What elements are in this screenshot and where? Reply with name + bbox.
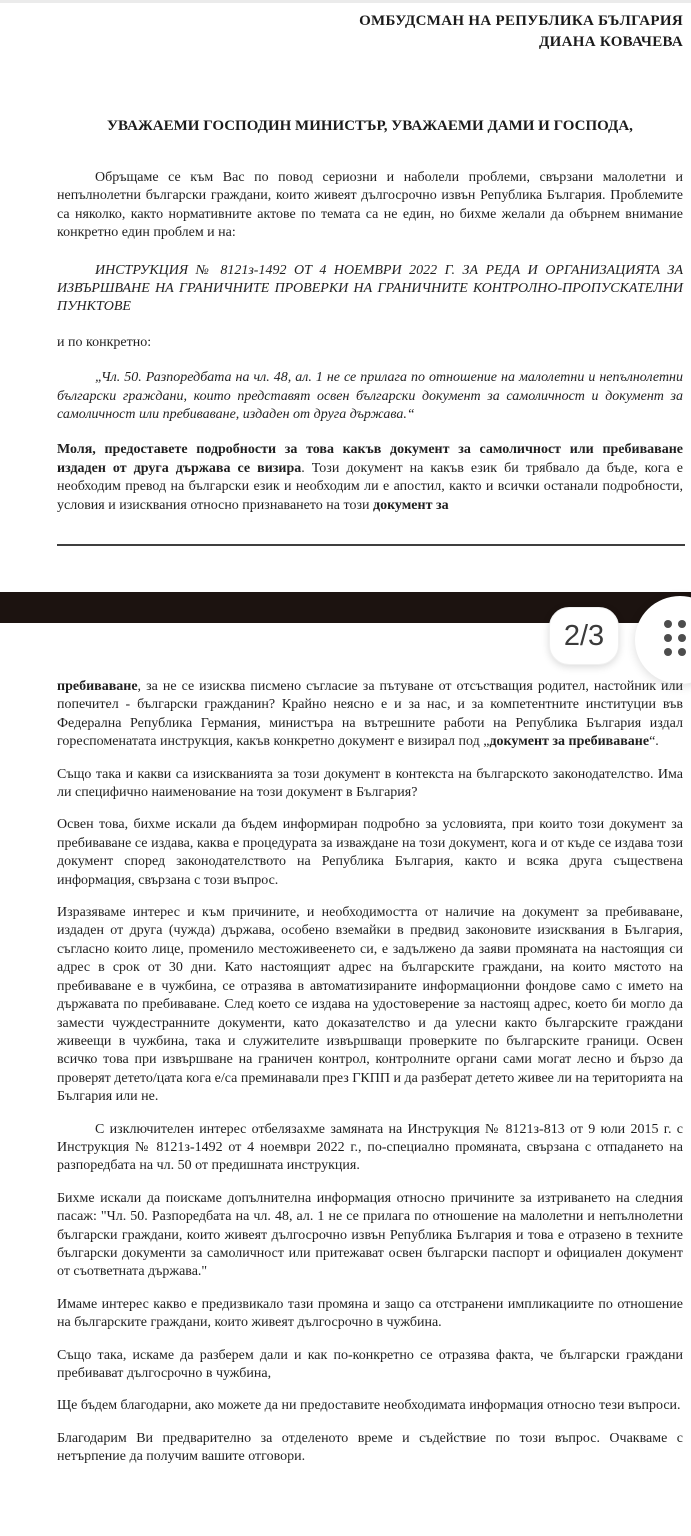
page-2 (57, 678, 683, 1481)
request-normal-segment: . Този документ на какъв език би трябвало да бъде, кога е необходим превод на български език и необходим ли е апостил, както и всички останали подробности, условия и изисквания относно признаването на този (57, 460, 683, 513)
continuation-paragraph (57, 678, 683, 752)
instruction-title: ИНСТРУКЦИЯ № 8121з-1492 ОТ 4 НОЕМВРИ 2022 Г. ЗА РЕДА И ОРГАНИЗАЦИЯТА ЗА ИЗВЪРШВАНЕ НА ГРАНИЧНИТЕ ПРОВЕРКИ НА ГРАНИЧНИТЕ КОНТРОЛНО-ПРОПУСКАТЕЛНИ ПУНКТОВЕ (57, 262, 683, 315)
residence-document-bold-segment: документ за пребиваване (489, 734, 650, 750)
letterhead-person: ДИАНА КОВАЧЕВА (539, 34, 683, 50)
letterhead (57, 11, 683, 53)
footnote-divider-line (57, 544, 685, 546)
request-paragraph (57, 441, 683, 515)
salutation: УВАЖАЕМИ ГОСПОДИН МИНИСТЪР, УВАЖАЕМИ ДАМИ И ГОСПОДА, (107, 118, 633, 134)
page-indicator-label: 2/3 (563, 619, 605, 652)
grid-dots-icon (664, 620, 686, 656)
article-50-quote: „Чл. 50. Разпоредбата на чл. 48, ал. 1 не се прилага по отношение на малолетни и непълнолетни български граждани, които представят освен български документ за самоличност и документ за самоличност или пребиваване, издаден от друга държава.“ (57, 370, 683, 423)
top-edge-shadow (0, 0, 691, 3)
paragraph-conditions: Освен това, бихме искали да бъдем информиран подробно за условията, при които този документ за пребиваване се издава, каква е процедурата за изваждане на този документ, кога и от къде се издава този документ според законодателството на Република България, както и всяка друга съществена информация, свързана с този въпрос. (57, 817, 683, 888)
paragraph-long-term-abroad: Също така, искаме да разберем дали и как по-конкретно се отразява факта, че български граждани пребивават дългосрочно в чужбина, (57, 1347, 683, 1381)
continuation-close-segment: “. (649, 734, 659, 750)
paragraph-thanks: Благодарим Ви предварително за отделеното време и съдействие по този въпрос. Очакваме с нетърпение да получим вашите отговори. (57, 1430, 683, 1465)
paragraph-deleted-passage: Бихме искали да поискаме допълнителна информация относно причините за изтриването на следния пасаж: "Чл. 50. Разпоредбата на чл. 48, ал. 1 не се прилага по отношение на малолетни и непълнолетни български граждани, които живеят дългосрочно извън Република България и това е отразено в техните български документи за самоличност или притежават освен български паспорт и официален документ от съответната държава." (57, 1190, 683, 1280)
and-specifically-line: и по конкретно: (57, 334, 152, 350)
continuation-normal-segment: , за не се изисква писмено съгласие за пътуване от отсъстващия родител, настойник или попечител - български гражданин? Крайно неясно е и за нас, и за компетентните институции във Федерална Република Германия, министъра на вътрешните работи на Република България издал гореспоменатата инструкция, какъв конкретно документ е визирал под „ (57, 679, 683, 750)
page-1 (57, 11, 683, 515)
request-tail-bold-segment: документ за (372, 497, 449, 513)
page-indicator (549, 607, 619, 665)
paragraph-instruction-replacement: С изключителен интерес отбелязахме замяната на Инструкция № 8121з-813 от 9 юли 2015 г. с Инструкция № 8121з-1492 от 4 ноември 2022 г., по-специално промяната, свързана с отпадането на разпоредбата на чл. 50 от предишната инструкция. (57, 1121, 683, 1174)
paragraph-interest-reasons: Изразяваме интерес и към причините, и необходимостта от наличие на документ за пребиваване, издаден от друга (чужда) държава, особено вземайки в предвид законовите изисквания в България, съгласно които лице, променило местоживеенето си, е задължено да заяви промяната на настоящия си адрес в срок от 30 дни. Като настоящият адрес на българските граждани, на които мястото на пребиваване е в чужбина, се отразява в автоматизираните информационни фондове само с името на държавата по пребиваване. След което се издава на удостоверение за настоящ адрес, което би могло да замести чуждестранните документи, като доказателство и да улесни както българските граждани живеещи в чужбина, така и служителите извършващи проверките по българските граници. Освен всичко това при извършване на граничен контрол, контролните органи сами могат лесно и бързо да проверят детето/цата кога е/са преминавали през ГКПП и да разберат детето живее ли на територията на България или не. (57, 905, 683, 1105)
letterhead-institution: ОМБУДСМАН НА РЕПУБЛИКА БЪЛГАРИЯ (359, 13, 683, 29)
request-bold-segment: Моля, предоставете подробности за това какъв документ за самоличност или пребиваване издаден от друга държава се визира (57, 442, 683, 476)
paragraph-change-cause: Имаме интерес какво е предизвикало тази промяна и защо са отстранени импликациите по отношение на българските граждани, които живеят дългосрочно в чужбина. (57, 1296, 683, 1331)
paragraph-requirements: Също така и какви са изискванията за този документ в контекста на българското законодателство. Има ли специфично наименование на този документ в България? (57, 766, 683, 801)
continuation-bold-segment: пребиваване (57, 679, 138, 694)
intro-paragraph: Обръщаме се към Вас по повод сериозни и наболели проблеми, свързани малолетни и непълнолетни български граждани, които живеят дългосрочно извън Република България. Проблемите са няколко, както нормативните актове по темата са не един, но бихме желали да обърнем внимание конкретно един проблем и на: (57, 170, 683, 241)
paragraph-grateful: Ще бъдем благодарни, ако можете да ни предоставите необходимата информация относно тези въпроси. (57, 1398, 681, 1414)
